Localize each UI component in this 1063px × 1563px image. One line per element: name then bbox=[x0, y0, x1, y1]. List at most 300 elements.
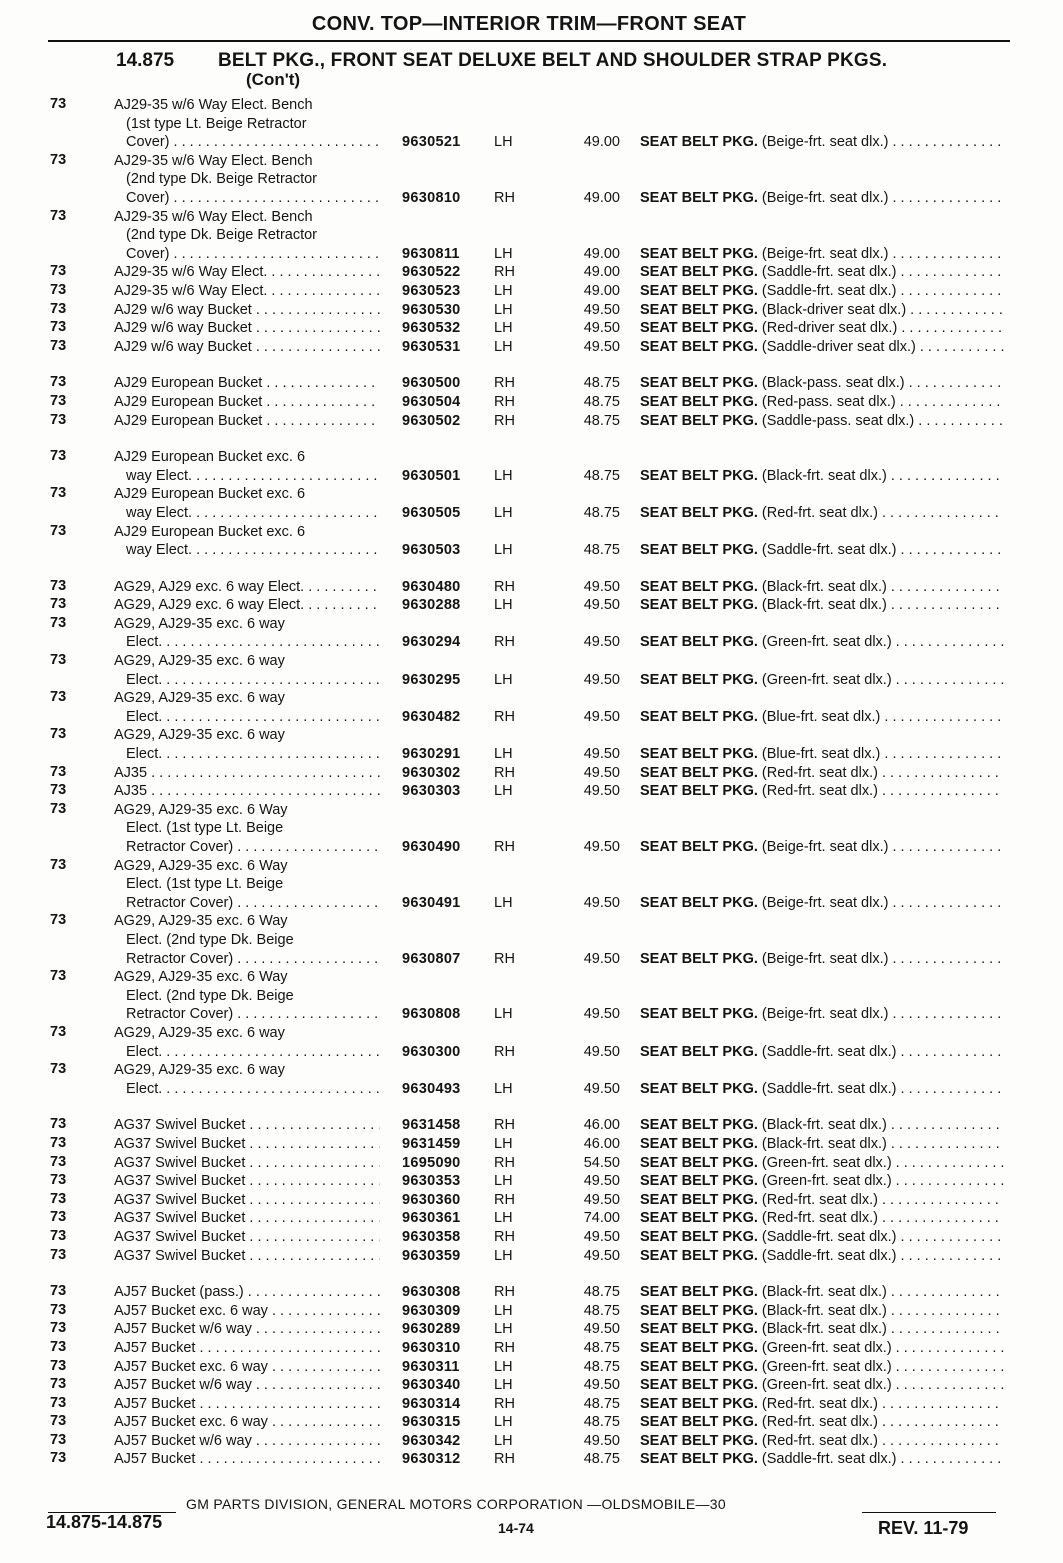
group-number: 73 bbox=[50, 726, 67, 743]
part-name-label: SEAT BELT PKG. bbox=[640, 1228, 758, 1245]
side: LH bbox=[494, 1080, 513, 1097]
side: LH bbox=[494, 301, 513, 318]
description-line: AG37 Swivel Bucket . . . bbox=[114, 1154, 380, 1173]
side: RH bbox=[494, 1191, 515, 1208]
part-name bbox=[640, 764, 1004, 783]
table-row bbox=[0, 857, 1063, 913]
description-line: (2nd type Dk. Beige Retractor bbox=[126, 227, 318, 244]
price: 49.50 bbox=[583, 746, 620, 763]
application-description bbox=[114, 1228, 380, 1247]
application-description bbox=[114, 282, 380, 301]
part-name-note: (Blue-frt. seat dlx.) . . . bbox=[762, 746, 1004, 762]
group-number: 73 bbox=[50, 1357, 67, 1374]
part-name-note: (Black-frt. seat dlx.) . . . bbox=[762, 1303, 1004, 1319]
price: 48.75 bbox=[583, 1395, 620, 1412]
part-number: 9630523 bbox=[402, 282, 461, 299]
group-number: 73 bbox=[50, 1320, 67, 1337]
description-line: Retractor Cover) . . . bbox=[114, 894, 380, 913]
part-name bbox=[640, 1043, 1004, 1062]
part-name bbox=[640, 578, 1004, 597]
part-name-label: SEAT BELT PKG. bbox=[640, 1414, 758, 1431]
application-description bbox=[114, 652, 380, 689]
side: RH bbox=[494, 1228, 515, 1245]
price: 49.50 bbox=[583, 1377, 620, 1394]
application-description bbox=[114, 1339, 380, 1358]
price: 49.50 bbox=[583, 708, 620, 725]
side: LH bbox=[494, 894, 513, 911]
part-name bbox=[640, 1302, 1004, 1321]
side: LH bbox=[494, 597, 513, 614]
price: 48.75 bbox=[583, 393, 620, 410]
part-name-label: SEAT BELT PKG. bbox=[640, 578, 758, 595]
part-name bbox=[640, 301, 1004, 320]
group-number: 73 bbox=[50, 1246, 67, 1263]
price: 49.50 bbox=[583, 1080, 620, 1097]
side: LH bbox=[494, 320, 513, 337]
table-row bbox=[0, 263, 1063, 282]
part-name-note: (Red-frt. seat dlx.) . . . bbox=[762, 505, 1004, 521]
part-name bbox=[640, 374, 1004, 393]
description-line: AG37 Swivel Bucket . . . bbox=[114, 1247, 380, 1266]
part-name-note: (Black-frt. seat dlx.) . . . bbox=[762, 1136, 1004, 1152]
description-line: Elect. (1st type Lt. Beige bbox=[126, 820, 284, 837]
table-row bbox=[0, 1228, 1063, 1247]
part-name-label: SEAT BELT PKG. bbox=[640, 1173, 758, 1190]
price: 48.75 bbox=[583, 1414, 620, 1431]
part-number: 9630503 bbox=[402, 542, 461, 559]
part-name-note: (Beige-frt. seat dlx.) . . . bbox=[762, 951, 1004, 967]
description-line: Elect. . . . bbox=[114, 1080, 380, 1099]
part-name bbox=[640, 708, 1004, 727]
group-number: 73 bbox=[50, 374, 67, 391]
application-description bbox=[114, 1302, 380, 1321]
price: 46.00 bbox=[583, 1135, 620, 1152]
part-name-note: (Green-frt. seat dlx.) . . . bbox=[762, 1377, 1004, 1393]
application-description bbox=[114, 1247, 380, 1266]
part-name-label: SEAT BELT PKG. bbox=[640, 746, 758, 763]
part-name-label: SEAT BELT PKG. bbox=[640, 950, 758, 967]
application-description bbox=[114, 857, 380, 913]
part-name-note: (Black-frt. seat dlx.) . . . bbox=[762, 1117, 1004, 1133]
part-name bbox=[640, 1228, 1004, 1247]
side: LH bbox=[494, 1006, 513, 1023]
part-number: 9630315 bbox=[402, 1414, 461, 1431]
application-description bbox=[114, 485, 380, 522]
part-name bbox=[640, 1005, 1004, 1024]
price: 49.00 bbox=[583, 189, 620, 206]
price: 54.50 bbox=[583, 1154, 620, 1171]
part-name bbox=[640, 467, 1004, 486]
group-number: 73 bbox=[50, 577, 67, 594]
side: RH bbox=[494, 375, 515, 392]
side: RH bbox=[494, 1154, 515, 1171]
side: RH bbox=[494, 1284, 515, 1301]
description-line: AJ29 European Bucket exc. 6 bbox=[114, 486, 306, 503]
table-row bbox=[0, 1191, 1063, 1210]
description-line: way Elect. . . . bbox=[114, 467, 380, 486]
price: 48.75 bbox=[583, 412, 620, 429]
part-name-note: (Red-frt. seat dlx.) . . . bbox=[762, 1414, 1004, 1430]
price: 48.75 bbox=[583, 504, 620, 521]
section-number: 14.875 bbox=[116, 50, 175, 71]
description-line: Retractor Cover) . . . bbox=[114, 950, 380, 969]
part-name-label: SEAT BELT PKG. bbox=[640, 894, 758, 911]
footer-rule-right bbox=[862, 1512, 996, 1513]
part-name-label: SEAT BELT PKG. bbox=[640, 783, 758, 800]
footer-page-number: 14-74 bbox=[498, 1520, 534, 1536]
part-name-note: (Green-frt. seat dlx.) . . . bbox=[762, 1173, 1004, 1189]
description-line: way Elect. . . . bbox=[114, 504, 380, 523]
description-line: Elect. (2nd type Dk. Beige bbox=[126, 987, 294, 1004]
table-row bbox=[0, 96, 1063, 152]
part-name-note: (Saddle-frt. seat dlx.) . . . bbox=[762, 542, 1004, 558]
part-name-label: SEAT BELT PKG. bbox=[640, 708, 758, 725]
part-name-label: SEAT BELT PKG. bbox=[640, 1377, 758, 1394]
footer-section-range: 14.875-14.875 bbox=[46, 1512, 163, 1532]
price: 49.50 bbox=[583, 320, 620, 337]
table-row bbox=[0, 1172, 1063, 1191]
description-line: (2nd type Dk. Beige Retractor bbox=[126, 171, 318, 188]
description-line: AJ35 . . . bbox=[114, 782, 380, 801]
table-row bbox=[0, 338, 1063, 357]
description-line: Elect. (1st type Lt. Beige bbox=[126, 876, 284, 893]
price: 48.75 bbox=[583, 1339, 620, 1356]
price: 49.50 bbox=[583, 1043, 620, 1060]
part-name-note: (Green-frt. seat dlx.) . . . bbox=[762, 1340, 1004, 1356]
description-line: Elect. . . . bbox=[114, 671, 380, 690]
table-row bbox=[0, 1320, 1063, 1339]
application-description bbox=[114, 1395, 380, 1414]
side: RH bbox=[494, 1117, 515, 1134]
part-name bbox=[640, 1135, 1004, 1154]
application-description bbox=[114, 726, 380, 763]
side: LH bbox=[494, 467, 513, 484]
part-name-note: (Red-frt. seat dlx.) . . . bbox=[762, 1192, 1004, 1208]
table-row bbox=[0, 1339, 1063, 1358]
part-name-note: (Saddle-frt. seat dlx.) . . . bbox=[762, 1229, 1004, 1245]
application-description bbox=[114, 448, 380, 485]
part-number: 9630810 bbox=[402, 189, 461, 206]
part-name bbox=[640, 319, 1004, 338]
part-name-label: SEAT BELT PKG. bbox=[640, 189, 758, 206]
part-number: 9630295 bbox=[402, 671, 461, 688]
part-name-note: (Beige-frt. seat dlx.) . . . bbox=[762, 134, 1004, 150]
side: RH bbox=[494, 1395, 515, 1412]
table-row bbox=[0, 968, 1063, 1024]
description-line: AG37 Swivel Bucket . . . bbox=[114, 1116, 380, 1135]
part-number: 9630308 bbox=[402, 1284, 461, 1301]
price: 49.50 bbox=[583, 1006, 620, 1023]
part-name-label: SEAT BELT PKG. bbox=[640, 1247, 758, 1264]
application-description bbox=[114, 301, 380, 320]
part-name bbox=[640, 1320, 1004, 1339]
part-name bbox=[640, 950, 1004, 969]
part-name-note: (Black-frt. seat dlx.) . . . bbox=[762, 597, 1004, 613]
group-number: 73 bbox=[50, 281, 67, 298]
part-name bbox=[640, 1339, 1004, 1358]
price: 49.50 bbox=[583, 950, 620, 967]
table-row bbox=[0, 448, 1063, 485]
group-number: 73 bbox=[50, 763, 67, 780]
description-line: AG37 Swivel Bucket . . . bbox=[114, 1191, 380, 1210]
part-number: 9630353 bbox=[402, 1173, 461, 1190]
application-description bbox=[114, 764, 380, 783]
group-number: 73 bbox=[50, 1301, 67, 1318]
table-row bbox=[0, 412, 1063, 431]
side: LH bbox=[494, 1432, 513, 1449]
application-description bbox=[114, 338, 380, 357]
description-line: AJ29 European Bucket exc. 6 bbox=[114, 523, 306, 540]
price: 48.75 bbox=[583, 1358, 620, 1375]
group-number: 73 bbox=[50, 392, 67, 409]
group-number: 73 bbox=[50, 1172, 67, 1189]
price: 48.75 bbox=[583, 1284, 620, 1301]
price: 49.00 bbox=[583, 245, 620, 262]
part-number: 9630294 bbox=[402, 634, 461, 651]
side: LH bbox=[494, 1358, 513, 1375]
part-number: 9630342 bbox=[402, 1432, 461, 1449]
description-line: AG37 Swivel Bucket . . . bbox=[114, 1135, 380, 1154]
part-name-note: (Red-driver seat dlx.) . . . bbox=[762, 320, 1004, 336]
part-name-label: SEAT BELT PKG. bbox=[640, 320, 758, 337]
group-number: 73 bbox=[50, 689, 67, 706]
description-line: AJ57 Bucket . . . bbox=[114, 1339, 380, 1358]
price: 49.00 bbox=[583, 134, 620, 151]
price: 48.75 bbox=[583, 467, 620, 484]
price: 49.50 bbox=[583, 1228, 620, 1245]
side: LH bbox=[494, 671, 513, 688]
description-line: AJ29 European Bucket . . . bbox=[114, 412, 380, 431]
part-name-label: SEAT BELT PKG. bbox=[640, 1135, 758, 1152]
part-name-label: SEAT BELT PKG. bbox=[640, 301, 758, 318]
part-name bbox=[640, 596, 1004, 615]
part-name-label: SEAT BELT PKG. bbox=[640, 542, 758, 559]
application-description bbox=[114, 263, 380, 282]
side: LH bbox=[494, 1377, 513, 1394]
price: 49.50 bbox=[583, 338, 620, 355]
application-description bbox=[114, 1061, 380, 1098]
part-name-note: (Red-pass. seat dlx.) . . . bbox=[762, 394, 1004, 410]
part-name-label: SEAT BELT PKG. bbox=[640, 597, 758, 614]
part-name bbox=[640, 894, 1004, 913]
description-line: AG29, AJ29 exc. 6 way Elect. . . . bbox=[114, 578, 380, 597]
part-name-note: (Saddle-frt. seat dlx.) . . . bbox=[762, 264, 1004, 280]
description-line: AJ57 Bucket exc. 6 way . . . bbox=[114, 1413, 380, 1432]
side: LH bbox=[494, 1414, 513, 1431]
part-name-label: SEAT BELT PKG. bbox=[640, 393, 758, 410]
side: LH bbox=[494, 746, 513, 763]
part-name-label: SEAT BELT PKG. bbox=[640, 1154, 758, 1171]
part-name-label: SEAT BELT PKG. bbox=[640, 1210, 758, 1227]
group-number: 73 bbox=[50, 151, 67, 168]
part-name bbox=[640, 1395, 1004, 1414]
part-name-note: (Blue-frt. seat dlx.) . . . bbox=[762, 709, 1004, 725]
side: RH bbox=[494, 1451, 515, 1468]
description-line: way Elect. . . . bbox=[114, 541, 380, 560]
description-line: Elect. . . . bbox=[114, 708, 380, 727]
part-name-label: SEAT BELT PKG. bbox=[640, 1358, 758, 1375]
table-row bbox=[0, 1450, 1063, 1469]
part-name-note: (Saddle-frt. seat dlx.) . . . bbox=[762, 1451, 1004, 1467]
group-number: 73 bbox=[50, 1413, 67, 1430]
description-line: AJ57 Bucket w/6 way . . . bbox=[114, 1376, 380, 1395]
application-description bbox=[114, 1413, 380, 1432]
part-name bbox=[640, 745, 1004, 764]
group-number: 73 bbox=[50, 968, 67, 985]
part-number: 9630309 bbox=[402, 1302, 461, 1319]
side: LH bbox=[494, 542, 513, 559]
part-name bbox=[640, 412, 1004, 431]
application-description bbox=[114, 1116, 380, 1135]
description-line: AJ57 Bucket w/6 way . . . bbox=[114, 1320, 380, 1339]
part-name bbox=[640, 1209, 1004, 1228]
price: 49.50 bbox=[583, 671, 620, 688]
part-name-note: (Saddle-frt. seat dlx.) . . . bbox=[762, 283, 1004, 299]
part-name bbox=[640, 1376, 1004, 1395]
part-name-label: SEAT BELT PKG. bbox=[640, 634, 758, 651]
part-number: 9631459 bbox=[402, 1135, 461, 1152]
part-name bbox=[640, 782, 1004, 801]
application-description bbox=[114, 1432, 380, 1451]
part-name-label: SEAT BELT PKG. bbox=[640, 245, 758, 262]
description-line: (1st type Lt. Beige Retractor bbox=[126, 115, 307, 132]
part-name-note: (Beige-frt. seat dlx.) . . . bbox=[762, 839, 1004, 855]
part-name-label: SEAT BELT PKG. bbox=[640, 764, 758, 781]
table-row bbox=[0, 319, 1063, 338]
part-name bbox=[640, 393, 1004, 412]
part-number: 9630302 bbox=[402, 764, 461, 781]
part-name-note: (Green-frt. seat dlx.) . . . bbox=[762, 672, 1004, 688]
description-line: Elect. . . . bbox=[114, 633, 380, 652]
table-row bbox=[0, 393, 1063, 412]
part-number: 9630340 bbox=[402, 1377, 461, 1394]
side: RH bbox=[494, 634, 515, 651]
part-number: 9630490 bbox=[402, 839, 461, 856]
application-description bbox=[114, 1320, 380, 1339]
part-name-label: SEAT BELT PKG. bbox=[640, 1395, 758, 1412]
table-row bbox=[0, 208, 1063, 264]
side: RH bbox=[494, 578, 515, 595]
description-line: AG29, AJ29-35 exc. 6 way bbox=[114, 653, 285, 670]
description-line: Elect. (2nd type Dk. Beige bbox=[126, 932, 294, 949]
part-number: 9630532 bbox=[402, 320, 461, 337]
application-description bbox=[114, 1358, 380, 1377]
description-line: AJ29 European Bucket exc. 6 bbox=[114, 449, 306, 466]
part-name bbox=[640, 1432, 1004, 1451]
table-row bbox=[0, 782, 1063, 801]
table-row bbox=[0, 1283, 1063, 1302]
side: LH bbox=[494, 245, 513, 262]
part-number: 9630314 bbox=[402, 1395, 461, 1412]
price: 48.75 bbox=[583, 1451, 620, 1468]
part-number: 9630312 bbox=[402, 1451, 461, 1468]
application-description bbox=[114, 1376, 380, 1395]
table-row bbox=[0, 1413, 1063, 1432]
part-name-note: (Green-frt. seat dlx.) . . . bbox=[762, 634, 1004, 650]
part-name-label: SEAT BELT PKG. bbox=[640, 264, 758, 281]
group-number: 73 bbox=[50, 1061, 67, 1078]
application-description bbox=[114, 615, 380, 652]
section-title: BELT PKG., FRONT SEAT DELUXE BELT AND SHOULDER STRAP PKGS. bbox=[218, 50, 888, 71]
description-line: AJ29 w/6 way Bucket . . . bbox=[114, 338, 380, 357]
group-number: 73 bbox=[50, 1431, 67, 1448]
part-name-label: SEAT BELT PKG. bbox=[640, 1043, 758, 1060]
table-row bbox=[0, 912, 1063, 968]
price: 49.50 bbox=[583, 764, 620, 781]
group-number: 73 bbox=[50, 652, 67, 669]
side: RH bbox=[494, 708, 515, 725]
application-description bbox=[114, 1154, 380, 1173]
part-name-note: (Saddle-pass. seat dlx.) . . . bbox=[762, 413, 1004, 429]
application-description bbox=[114, 393, 380, 412]
part-name bbox=[640, 504, 1004, 523]
price: 49.50 bbox=[583, 1432, 620, 1449]
application-description bbox=[114, 596, 380, 615]
description-line: AJ29-35 w/6 Way Elect. Bench bbox=[114, 208, 313, 225]
side: LH bbox=[494, 1135, 513, 1152]
side: RH bbox=[494, 264, 515, 281]
application-description bbox=[114, 319, 380, 338]
part-name-label: SEAT BELT PKG. bbox=[640, 671, 758, 688]
part-number: 9630501 bbox=[402, 467, 461, 484]
table-row bbox=[0, 1024, 1063, 1061]
part-number: 9630502 bbox=[402, 412, 461, 429]
table-row bbox=[0, 1116, 1063, 1135]
table-row bbox=[0, 596, 1063, 615]
application-description bbox=[114, 1191, 380, 1210]
part-name bbox=[640, 633, 1004, 652]
group-number: 73 bbox=[50, 614, 67, 631]
part-number: 9630522 bbox=[402, 264, 461, 281]
group-number: 73 bbox=[50, 800, 67, 817]
table-row bbox=[0, 764, 1063, 783]
application-description bbox=[114, 523, 380, 560]
part-name bbox=[640, 671, 1004, 690]
part-name-label: SEAT BELT PKG. bbox=[640, 1432, 758, 1449]
side: RH bbox=[494, 839, 515, 856]
part-name-label: SEAT BELT PKG. bbox=[640, 1339, 758, 1356]
part-name bbox=[640, 1247, 1004, 1266]
price: 49.50 bbox=[583, 894, 620, 911]
application-description bbox=[114, 689, 380, 726]
price: 49.50 bbox=[583, 839, 620, 856]
part-name-note: (Black-frt. seat dlx.) . . . bbox=[762, 1321, 1004, 1337]
part-number: 9630291 bbox=[402, 746, 461, 763]
part-number: 9630360 bbox=[402, 1191, 461, 1208]
description-line: Cover) . . . bbox=[114, 245, 380, 264]
row-spacer bbox=[0, 1098, 1063, 1116]
group-number: 73 bbox=[50, 1376, 67, 1393]
description-line: AG37 Swivel Bucket . . . bbox=[114, 1172, 380, 1191]
part-name bbox=[640, 1358, 1004, 1377]
part-name-note: (Saddle-frt. seat dlx.) . . . bbox=[762, 1081, 1004, 1097]
side: LH bbox=[494, 1247, 513, 1264]
part-name-label: SEAT BELT PKG. bbox=[640, 1080, 758, 1097]
application-description bbox=[114, 912, 380, 968]
part-number: 9630504 bbox=[402, 393, 461, 410]
part-name bbox=[640, 245, 1004, 264]
description-line: AJ57 Bucket w/6 way . . . bbox=[114, 1432, 380, 1451]
table-row bbox=[0, 1376, 1063, 1395]
group-number: 73 bbox=[50, 1209, 67, 1226]
part-name-note: (Red-frt. seat dlx.) . . . bbox=[762, 765, 1004, 781]
group-number: 73 bbox=[50, 263, 67, 280]
part-name-note: (Red-frt. seat dlx.) . . . bbox=[762, 783, 1004, 799]
part-name-note: (Black-pass. seat dlx.) . . . bbox=[762, 375, 1004, 391]
table-row bbox=[0, 523, 1063, 560]
part-name-note: (Black-frt. seat dlx.) . . . bbox=[762, 468, 1004, 484]
description-line: AG37 Swivel Bucket . . . bbox=[114, 1209, 380, 1228]
